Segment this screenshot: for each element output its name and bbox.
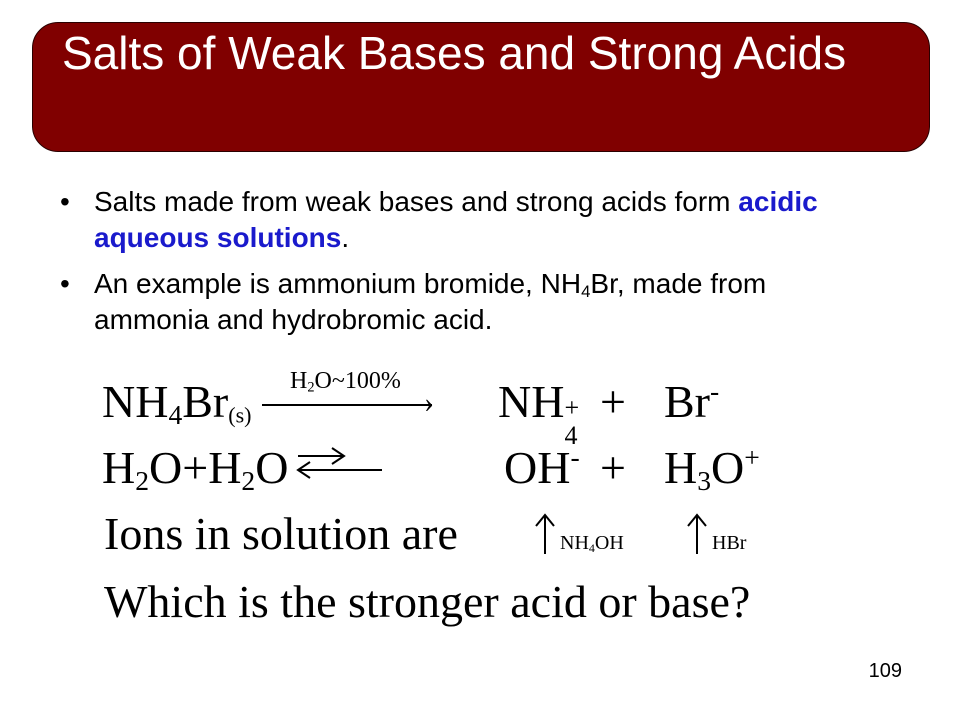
eq1-product2-sup: - [710,375,720,407]
eq1-arrow-head-icon: › [424,386,434,419]
bullet-2-text: An example is ammonium bromide, NH [94,268,582,299]
eq2-left-c: O [255,442,289,493]
eq1-product1-sup: + [564,393,580,422]
eq2-product2-sub: 3 [697,464,712,496]
eq2-reactants [102,442,288,494]
eq2-left-sub2: 2 [241,464,256,496]
eq1-reactant-formula: NH [102,376,169,427]
eq2-product2-b: O [711,442,745,493]
slide-title: Salts of Weak Bases and Strong Acids [62,27,847,79]
bullet-2-text-end: Br, made from ammonia and hydrobromic acid. [94,268,767,335]
eq2-left-a: H [102,442,136,493]
eq2-product1-a: OH [504,442,571,493]
ions-arrow2-label: HBr [712,532,747,554]
bullet-item-1 [60,184,880,256]
eq1-product2-a: Br [664,376,710,427]
bullet-1-highlight: acidic aqueous solutions [94,186,818,253]
eq2-product1-sup: - [570,441,580,473]
eq1-arrow-shaft [262,404,432,406]
ions-label1-a: NH [560,532,589,554]
eq1-condition [290,368,401,395]
bullet-marker: • [60,268,70,299]
bullet-item-2 [60,266,880,338]
eq1-plus: + [600,376,626,427]
eq1-reactant [102,376,251,428]
eq1-product1 [498,376,584,450]
eq2-product2-sup: + [744,441,760,473]
eq1-product2 [664,376,719,428]
up-arrow-icon [530,512,560,556]
equilibrium-arrows-icon [288,444,388,484]
page-number: 109 [868,660,902,682]
bullet-list [60,184,880,348]
up-arrow-icon [682,512,712,556]
question-text: Which is the stronger acid or base? [104,576,751,627]
ions-label1-b: OH [594,532,624,554]
eq2-product1 [504,442,580,494]
ions-arrow1-label [560,532,624,555]
eq1-condition-sub: 2 [307,379,315,396]
eq2-product2-a: H [664,442,698,493]
eq1-state: (s) [228,402,252,428]
eq2-left-sub1: 2 [135,464,150,496]
eq1-reactant-formula-b: Br [182,376,229,427]
ions-text: Ions in solution are [104,508,458,559]
bullet-2-subscript: 4 [581,282,591,302]
eq2-plus: + [600,442,626,493]
bullet-marker: • [60,186,70,217]
bullet-1-end: . [341,222,350,253]
eq1-product1-sub: 4 [564,421,578,450]
eq2-product2 [664,442,760,494]
ions-label1-sub: 4 [588,541,595,555]
eq1-condition-a: H [290,368,308,394]
bullet-1-text: Salts made from weak bases and strong acids form [94,186,739,217]
eq1-reactant-sub: 4 [168,398,183,430]
eq1-condition-b: O~100% [314,368,401,394]
eq1-product1-a: NH [498,376,565,427]
eq2-left-b: O+H [149,442,242,493]
